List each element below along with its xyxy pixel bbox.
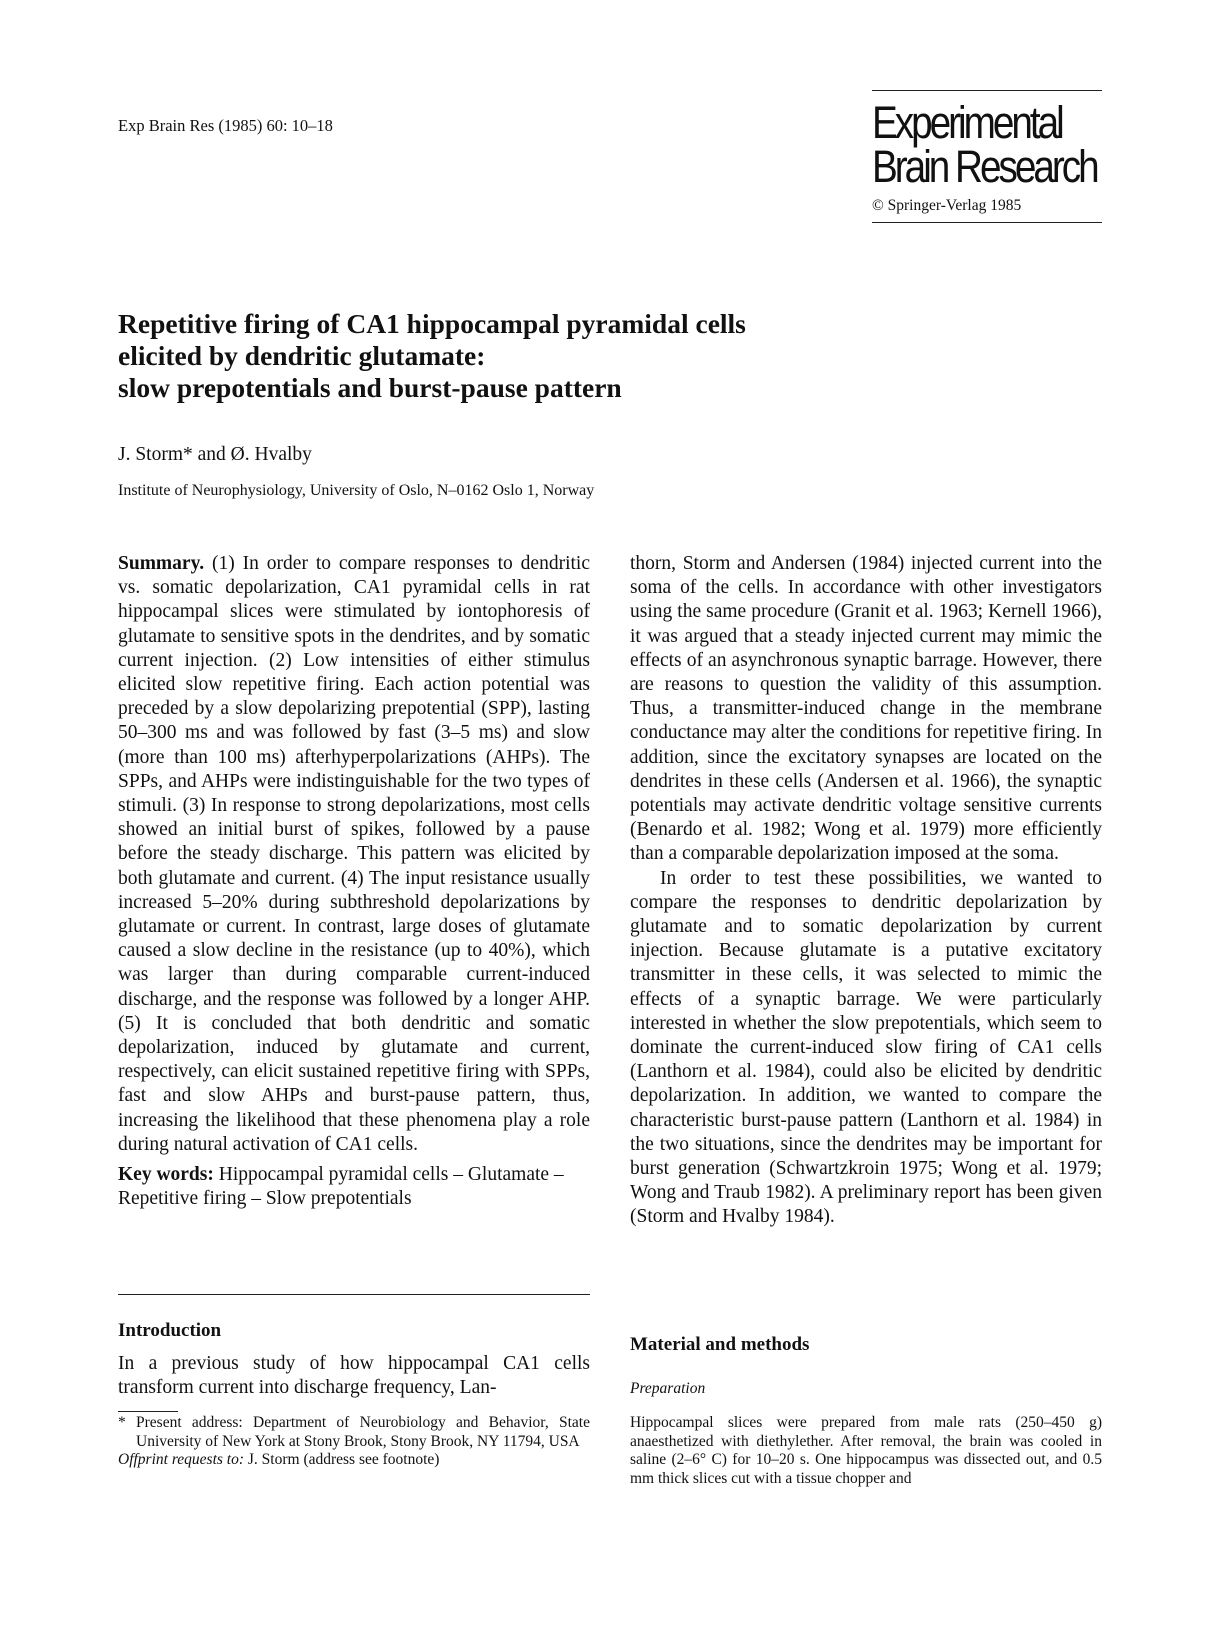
offprint-text: J. Storm (address see footnote) — [244, 1451, 440, 1468]
keywords-text: Hippocampal pyramidal cells – Glutamate – Repetitive firing – Slow prepotentials — [118, 1164, 564, 1210]
offprint-footnote — [118, 1451, 590, 1470]
right-column — [630, 552, 1102, 1230]
preparation-text: Hippocampal slices were prepared from male rats (250–450 g) anaesthetized with diethylether. After removal, the brain was cooled in saline (2–6° C) for 10–20 s. One hippocampus was dissected out, and 0.5 mm thick slices cut with a tissue chopper and — [630, 1414, 1102, 1487]
introduction-heading: Introduction — [118, 1320, 222, 1341]
logo-bottom-rule — [872, 222, 1102, 223]
summary-paragraph — [118, 552, 590, 1157]
logo-top-rule — [872, 90, 1102, 91]
keywords — [118, 1163, 590, 1211]
intro-paragraph-2: In order to test these possibilities, we wanted to compare the responses to dendritic depolarization by glutamate and to somatic depolarization by current injection. Because glutamate is a putative excitatory transmitter in these cells, it was selected to mimic the effects of a synaptic barrage. We were particularly interested in whether the slow prepotentials, which seem to dominate the current-induced slow firing of CA1 cells (Lanthorn et al. 1984), could also be elicited by dendritic depolarization. In addition, we wanted to compare the characteristic burst-pause pattern (Lanthorn et al. 1984) in the two situations, since the dendrites may be important for burst generation (Schwartzkroin 1975; Wong et al. 1979; Wong and Traub 1982). A preliminary report has been given (Storm and Hvalby 1984). — [630, 867, 1102, 1228]
publisher-copyright: © Springer-Verlag 1985 — [872, 197, 1022, 214]
introduction-text: In a previous study of how hippocampal CA1 cells transform current into discharge frequency, Lan- — [118, 1353, 590, 1399]
footnotes — [118, 1414, 590, 1470]
left-column — [118, 552, 590, 1211]
title-line-2: elicited by dendritic glutamate: — [118, 340, 486, 371]
keywords-label: Key words: — [118, 1164, 214, 1186]
affiliation: Institute of Neurophysiology, University of Oslo, N–0162 Oslo 1, Norway — [118, 482, 595, 499]
title-line-1: Repetitive firing of CA1 hippocampal pyramidal cells — [118, 308, 746, 339]
paper-title — [118, 308, 838, 404]
journal-name-line1: Experimental — [872, 97, 1062, 148]
journal-name-line2: Brain Research — [872, 141, 1097, 192]
authors: J. Storm* and Ø. Hvalby — [118, 444, 312, 465]
offprint-label: Offprint requests to: — [118, 1451, 245, 1468]
section-divider — [118, 1294, 590, 1295]
footnote-rule — [118, 1411, 178, 1412]
present-address-footnote: * Present address: Department of Neurobiology and Behavior, State University of New York at Stony Brook, Stony Brook, NY 11794, USA — [118, 1414, 590, 1450]
summary-label: Summary. — [118, 553, 205, 574]
summary-text: (1) In order to compare responses to dendritic vs. somatic depolarization, CA1 pyramidal cells in rat hippocampal slices were stimulated by iontophoresis of glutamate to sensitive spots in the dendrites, and by somatic current injection. (2) Low intensities of either stimulus elicited slow repetitive firing. Each action potential was preceded by a slow depolarizing prepotential (SPP), lasting 50–300 ms and was followed by fast (3–5 ms) and slow (more than 100 ms) afterhyperpolarizations (AHPs). The SPPs, and AHPs were indistinguishable for the two types of stimuli. (3) In response to strong depolarizations, most cells showed an initial burst of spikes, followed by a pause before the steady discharge. This pattern was elicited by both glutamate and current. (4) The input resistance usually increased 5–20% during subthreshold depolarizations by glutamate or current. In contrast, large doses of glutamate caused a slow decline in the resistance (up to 40%), which was larger than during comparable current-induced discharge, and the response was followed by a longer AHP. (5) It is concluded that both dendritic and somatic depolarization, induced by glutamate and current, respectively, can elicit sustained repetitive firing with SPPs, fast and slow AHPs and burst-pause pattern, thus, increasing the likelihood that these phenomena play a role during natural activation of CA1 cells. — [118, 553, 590, 1155]
methods-heading: Material and methods — [630, 1334, 810, 1355]
intro-paragraph-1: thorn, Storm and Andersen (1984) injected current into the soma of the cells. In accordance with other investigators using the same procedure (Granit et al. 1963; Kernell 1966), it was argued that a steady injected current may mimic the effects of an asynchronous synaptic barrage. However, there are reasons to question the validity of this assumption. Thus, a transmitter-induced change in the membrane conductance may alter the conditions for repetitive firing. In addition, since the excitatory synapses are located on the dendrites in these cells (Andersen et al. 1966), the synaptic potentials may activate dendritic voltage sensitive currents (Benardo et al. 1982; Wong et al. 1979) more efficiently than a comparable depolarization imposed at the soma. — [630, 553, 1102, 865]
preparation-heading: Preparation — [630, 1380, 706, 1397]
journal-logo — [872, 90, 1102, 223]
title-line-3: slow prepotentials and burst-pause pattern — [118, 372, 622, 403]
journal-citation: Exp Brain Res (1985) 60: 10–18 — [118, 116, 333, 135]
